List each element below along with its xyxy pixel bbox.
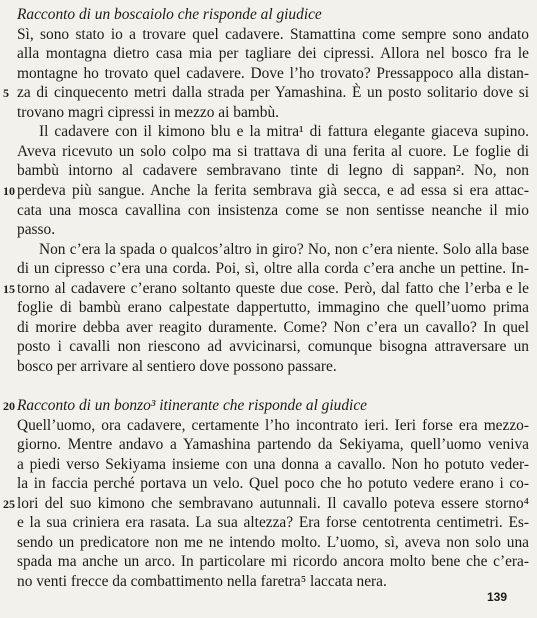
line-text: lori del suo kimono che sembravano autunnali. Il cavallo poteva essere storno⁴ xyxy=(17,494,529,512)
text-line xyxy=(17,239,529,260)
line-text: spada ma anche un arco. In particolare mi ricordo ancora molto bene che c’era- xyxy=(17,553,529,571)
text-line xyxy=(17,160,529,181)
line-text: Quell’uomo, ora cadavere, certamente l’ho incontrato ieri. Ieri forse era mezzo- xyxy=(17,416,529,434)
line-text: za di cinquecento metri dalla strada per Yamashina. È un posto solitario dove si xyxy=(17,84,529,102)
line-number: 10 xyxy=(3,183,15,198)
line-text: Racconto di un bonzo³ itinerante che risponde al giudice xyxy=(17,397,367,414)
text-line xyxy=(17,297,529,318)
section-heading xyxy=(3,395,529,416)
line-text: a piedi verso Sekiyama insieme con una donna a cavallo. Non ho potuto veder- xyxy=(17,455,529,473)
text-line xyxy=(17,258,529,279)
line-number: 25 xyxy=(3,496,15,511)
line-text: no venti frecce da combattimento nella faretra⁵ laccata nera. xyxy=(17,572,387,590)
text-line xyxy=(17,512,529,533)
line-text: Non c’era la spada o qualcos’altro in giro? No, non c’era niente. Solo alla base xyxy=(39,240,529,258)
line-text: Aveva ricevuto un solo colpo ma si trattava di una ferita al cuore. Le foglie di xyxy=(17,142,529,160)
line-text: Il cadavere con il kimono blu e la mitra¹ di fattura elegante giaceva supino. xyxy=(39,123,529,141)
text-line xyxy=(17,121,529,142)
line-text: di un cipresso c’era una corda. Poi, sì, oltre alla corda c’era anche un pettine. In- xyxy=(17,260,529,278)
text-line xyxy=(17,43,529,64)
line-text: torno al cadavere c’erano soltanto queste due cose. Però, dal fatto che l’erba e le xyxy=(17,279,529,297)
text-line xyxy=(17,219,529,240)
line-text: Racconto di un boscaiolo che risponde al giudice xyxy=(17,6,322,23)
line-text: foglie di bambù erano calpestate dappertutto, immagino che quell’uomo prima xyxy=(17,299,529,317)
text-line xyxy=(3,493,529,514)
line-number: 5 xyxy=(3,86,9,101)
text-line xyxy=(3,82,529,103)
line-text: Sì, sono stato io a trovare quel cadavere. Stamattina come sempre sono andato xyxy=(17,25,529,43)
line-text: bambù intorno al cadavere sembravano tinte di legno di sappan². No, non xyxy=(17,162,529,180)
text-line xyxy=(17,551,529,572)
text-line xyxy=(3,278,529,299)
text-line xyxy=(17,336,529,357)
line-text: montagne ho trovato quel cadavere. Dove l’ho trovato? Pressappoco alla distan- xyxy=(17,64,529,82)
line-text: cata una mosca cavallina con insistenza come se non sentisse neanche il mio xyxy=(17,201,529,219)
line-text: e la sua criniera era rasata. La sua altezza? Era forse centotrenta centimetri. Es- xyxy=(17,514,529,532)
line-number: 20 xyxy=(3,399,15,413)
text-line xyxy=(17,102,529,123)
text-line xyxy=(17,454,529,475)
line-text: bosco per arrivare al sentiero dove possono passare. xyxy=(17,357,337,375)
text-line xyxy=(17,532,529,553)
line-text: giorno. Mentre andavo a Yamashina partendo da Sekiyama, quell’uomo veniva xyxy=(17,436,529,454)
text-line xyxy=(17,141,529,162)
line-text: la in faccia perché portava un velo. Quel poco che ho potuto vedere erano i co- xyxy=(17,475,529,493)
line-text: passo. xyxy=(17,221,56,239)
line-text: alla montagna dietro casa mia per tagliare dei cipressi. Allora nel bosco fra le xyxy=(17,45,529,63)
text-line xyxy=(17,415,529,436)
section-heading xyxy=(17,4,529,25)
text-line xyxy=(17,63,529,84)
blank-line xyxy=(17,375,529,396)
page-number: 139 xyxy=(487,590,508,604)
text-line xyxy=(3,180,529,201)
line-text: sendo un predicatore non me ne intendo molto. L’uomo, sì, aveva non solo una xyxy=(17,533,529,551)
text-line xyxy=(17,317,529,338)
line-text: perdeva più sangue. Anche la ferita sembrava già secca, e ad essa si era attac- xyxy=(17,181,529,199)
text-line xyxy=(17,434,529,455)
text-line xyxy=(17,200,529,221)
line-text: di morire debba aver reagito duramente. Come? Non c’era un cavallo? In quel xyxy=(17,318,529,336)
line-number: 15 xyxy=(3,281,15,296)
line-text: posto i cavalli non riescono ad avvicinarsi, comunque bisogna attraversare un xyxy=(17,338,529,356)
text-line xyxy=(17,24,529,45)
text-line xyxy=(17,571,529,592)
line-text: trovano magri cipressi in mezzo ai bambù. xyxy=(17,103,279,121)
text-line xyxy=(17,356,529,377)
text-line xyxy=(17,473,529,494)
